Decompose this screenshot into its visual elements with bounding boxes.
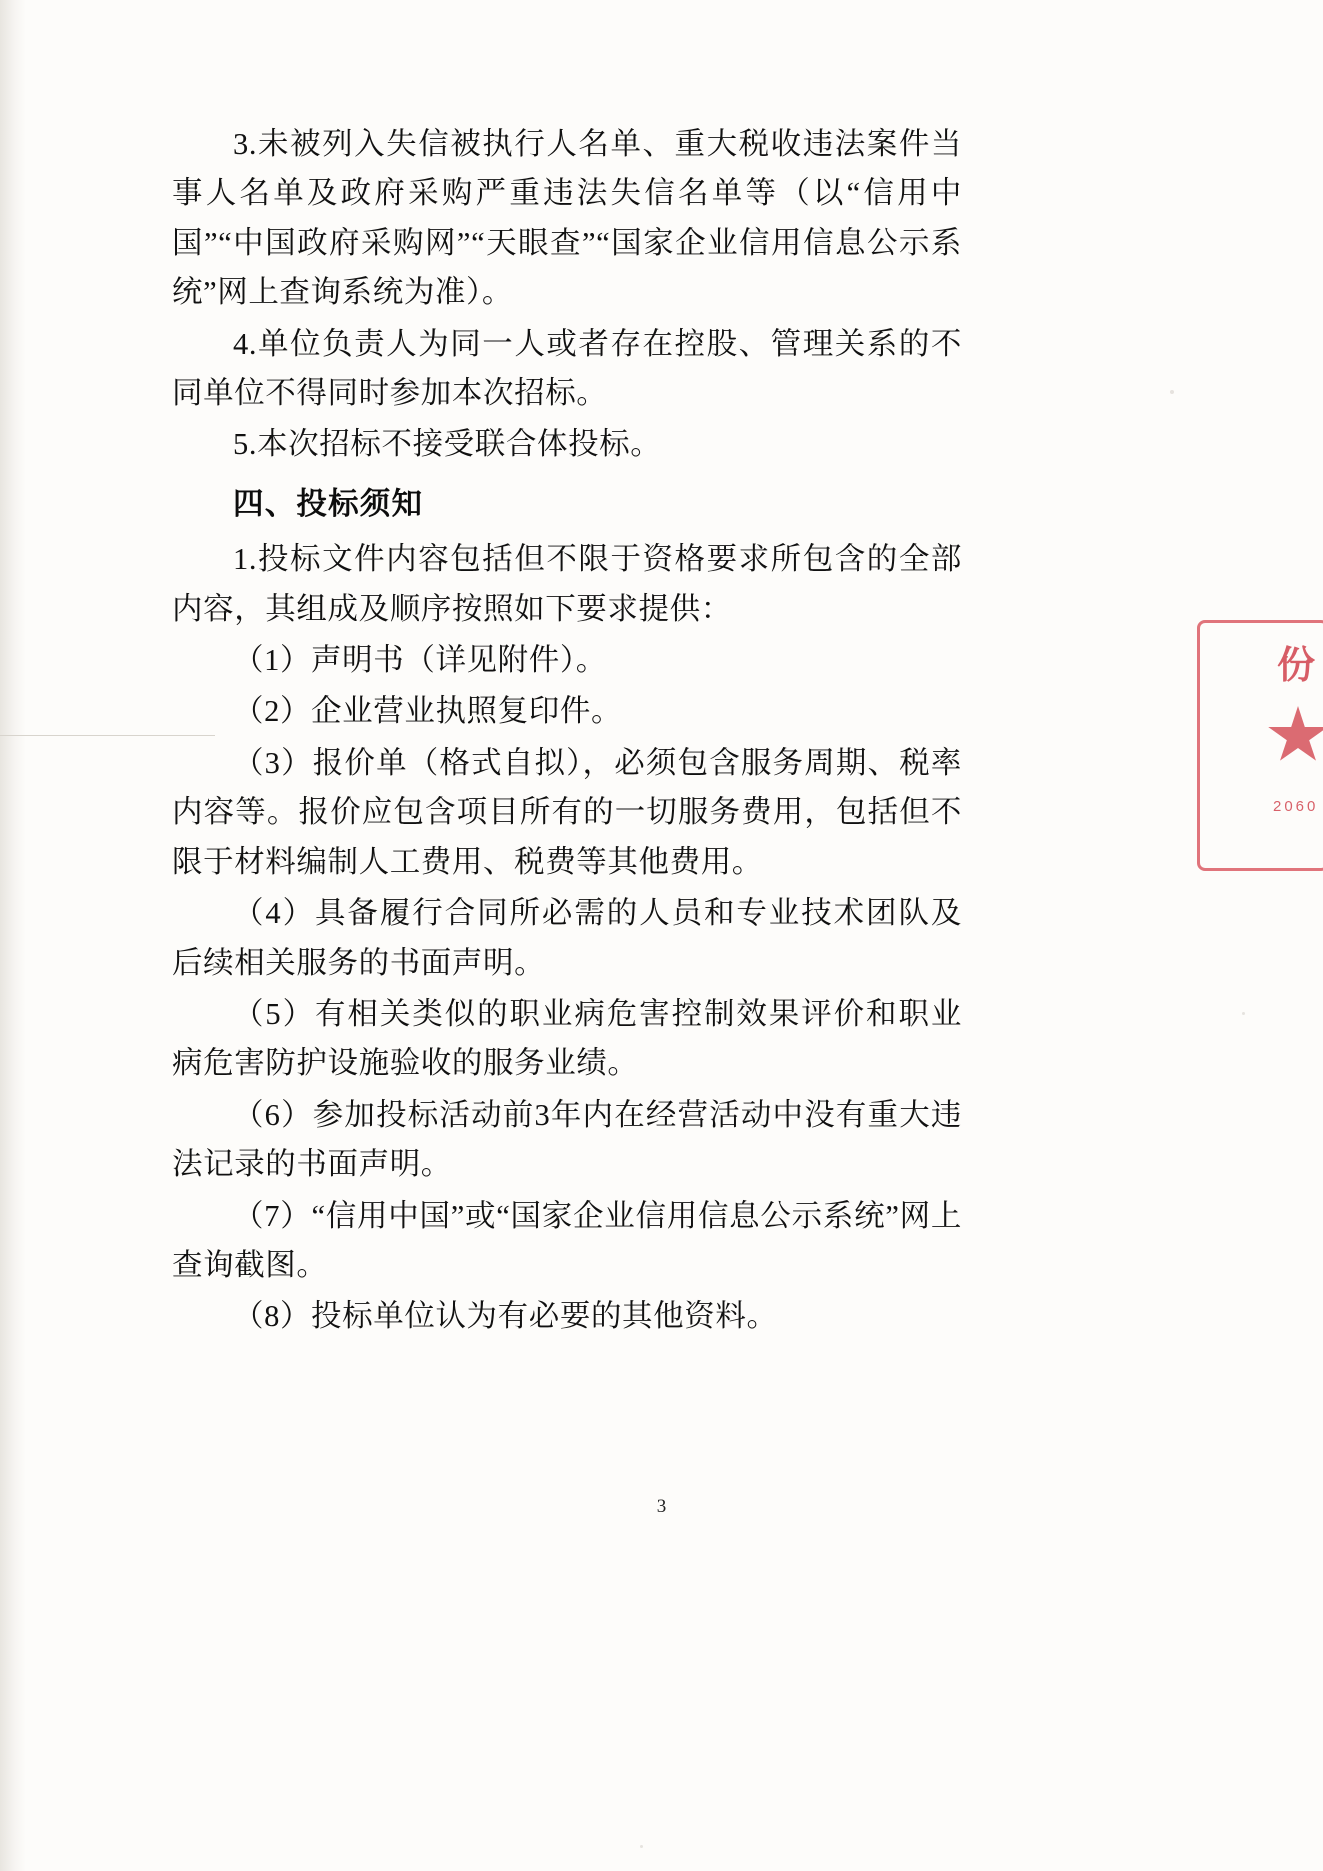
seal-character: 份 <box>1277 645 1318 687</box>
seal-border <box>1197 620 1323 871</box>
paragraph-notice-1-8: （8）投标单位认为有必要的其他资料。 <box>233 1299 778 1334</box>
paragraph-notice-1-2: （2）企业营业执照复印件。 <box>233 694 623 729</box>
paragraph-item-4: 4.单位负责人为同一人或者存在控股、管理关系的不同单位不得同时参加本次招标。 <box>172 326 962 411</box>
paragraph-notice-1-3: （3）报价单（格式自拟），必须包含服务周期、税率内容等。报价应包含项目所有的一切服务费用，包括但不限于材料编制人工费用、税费等其他费用。 <box>172 745 962 879</box>
scan-speck <box>640 1845 643 1848</box>
red-seal-stamp <box>1237 620 1323 865</box>
scan-speck <box>1242 1012 1245 1015</box>
document-body <box>172 120 962 1344</box>
paragraph-item-5: 5.本次招标不接受联合体投标。 <box>233 427 662 462</box>
section-heading: 四、投标须知 <box>233 486 424 521</box>
paragraph-notice-1-7: （7）“信用中国”或“国家企业信用信息公示系统”网上查询截图。 <box>172 1198 962 1282</box>
seal-number: 2060 <box>1273 798 1319 815</box>
paragraph-notice-1: 1.投标文件内容包括但不限于资格要求所包含的全部内容，其组成及顺序按照如下要求提供： <box>172 542 962 626</box>
paragraph-notice-1-6: （6）参加投标活动前3年内在经营活动中没有重大违法记录的书面声明。 <box>172 1097 962 1182</box>
paragraph-notice-1-4: （4）具备履行合同所必需的人员和专业技术团队及后续相关服务的书面声明。 <box>172 896 962 980</box>
page-number: 3 <box>656 1496 667 1517</box>
scan-edge-left <box>0 0 26 1871</box>
paragraph-notice-1-1: （1）声明书（详见附件）。 <box>233 643 607 678</box>
scan-edge-top <box>0 0 1323 18</box>
paragraph-item-3: 3.未被列入失信被执行人名单、重大税收违法案件当事人名单及政府采购严重违法失信名单等（以“信用中国”“中国政府采购网”“天眼查”“国家企业信用信息公示系统”网上查询系统为准）。 <box>172 127 962 310</box>
scan-speck <box>1170 390 1174 394</box>
star-icon <box>1267 706 1323 766</box>
paragraph-notice-1-5: （5）有相关类似的职业病危害控制效果评价和职业病危害防护设施验收的服务业绩。 <box>172 996 962 1081</box>
